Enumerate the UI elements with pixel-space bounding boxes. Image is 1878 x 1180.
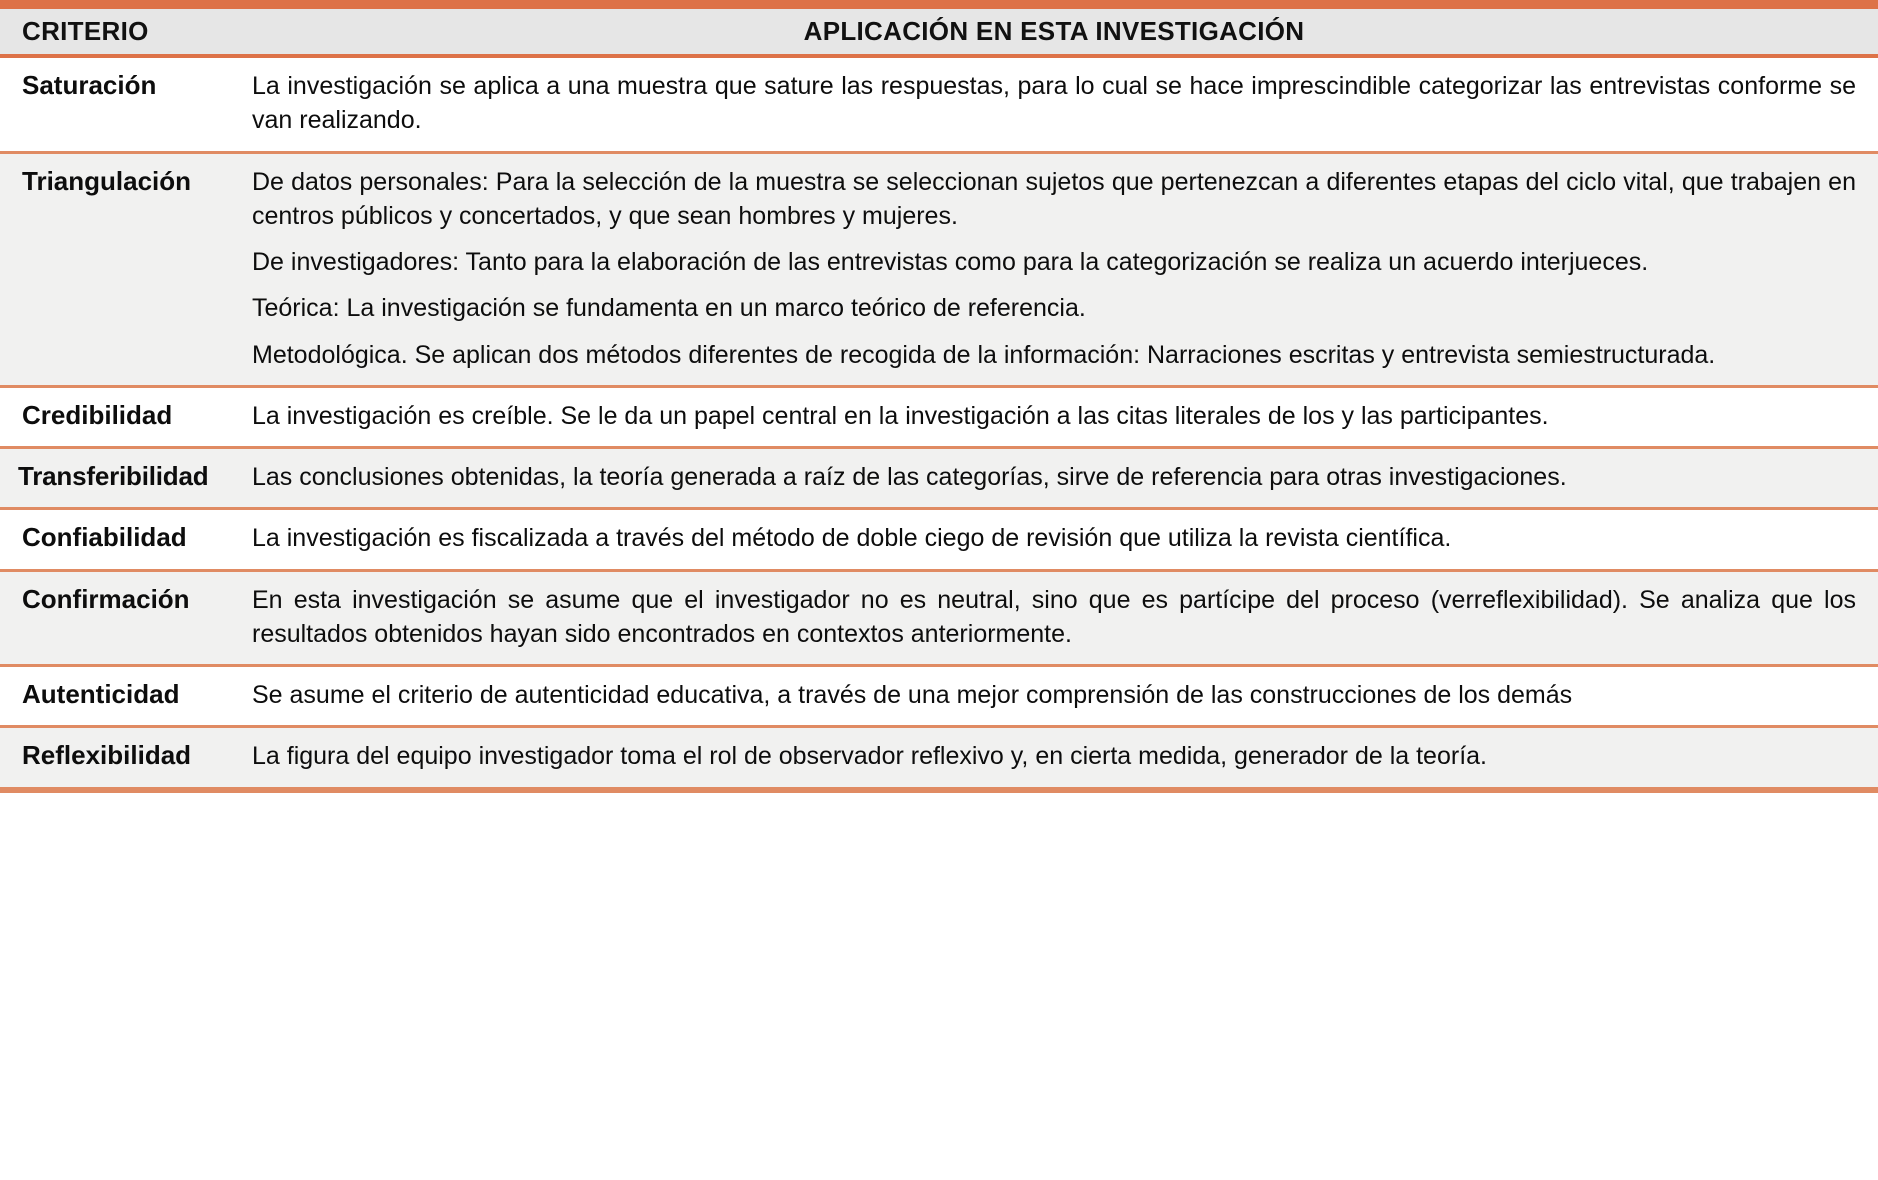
table-header-row <box>0 9 1878 58</box>
description-paragraph: La investigación es creíble. Se le da un papel central en la investigación a las citas literales de los y las participantes. <box>252 401 1549 430</box>
description-paragraph: En esta investigación se asume que el investigador no es neutral, sino que es partícipe del proceso (verreflexibilidad). Se analiza que los resultados obtenidos hayan sido encontrados en contextos anteriormente. <box>252 585 1856 648</box>
row-criterio-label: Credibilidad <box>22 399 173 430</box>
row-criterio-label: Saturación <box>22 70 157 100</box>
row-description <box>252 521 1878 555</box>
column-header-criterio: CRITERIO <box>22 16 149 46</box>
description-paragraph: De datos personales: Para la selección de la muestra se seleccionan sujetos que pertenezcan a diferentes etapas del ciclo vital, que trabajen en centros públicos y concertados, y que sean hombres y mujeres. <box>252 167 1856 230</box>
row-criterio-label: Reflexibilidad <box>22 740 192 771</box>
row-criterio-label: Transferibilidad <box>18 461 209 491</box>
description-paragraph: Las conclusiones obtenidas, la teoría generada a raíz de las categorías, sirve de referencia para otras investigaciones. <box>252 463 1567 491</box>
row-description <box>252 460 1878 494</box>
row-description <box>252 678 1878 712</box>
table-row <box>0 728 1878 789</box>
table-row <box>0 388 1878 449</box>
table-row <box>0 154 1878 388</box>
description-paragraph: Se asume el criterio de autenticidad educativa, a través de una mejor comprensión de las construcciones de los demás <box>252 681 1573 709</box>
description-paragraph: La investigación se aplica a una muestra que sature las respuestas, para lo cual se hace imprescindible categorizar las entrevistas conforme se van realizando. <box>252 72 1856 135</box>
table-bottom-rule <box>0 790 1878 793</box>
description-paragraph: La investigación es fiscalizada a través del método de doble ciego de revisión que utiliza la revista científica. <box>252 524 1452 553</box>
description-paragraph: Metodológica. Se aplican dos métodos diferentes de recogida de la información: Narraciones escritas y entrevista semiestructurada. <box>252 340 1716 369</box>
table-row <box>0 58 1878 154</box>
table-top-rule <box>0 0 1878 9</box>
row-criterio-label: Confirmación <box>22 583 190 614</box>
table-row <box>0 572 1878 668</box>
row-description <box>252 583 1878 652</box>
column-header-aplicacion: APLICACIÓN EN ESTA INVESTIGACIÓN <box>803 16 1305 46</box>
description-paragraph: Teórica: La investigación se fundamenta en un marco teórico de referencia. <box>252 294 1086 323</box>
row-criterio-label: Confiabilidad <box>22 522 187 553</box>
table-row <box>0 510 1878 571</box>
row-description <box>252 69 1878 138</box>
description-paragraph: La figura del equipo investigador toma el rol de observador reflexivo y, en cierta medida, generador de la teoría. <box>252 742 1487 771</box>
table-row <box>0 667 1878 728</box>
description-paragraph: De investigadores: Tanto para la elaboración de las entrevistas como para la categorización se realiza un acuerdo interjueces. <box>252 248 1649 276</box>
table-body <box>0 58 1878 790</box>
row-description <box>252 739 1878 773</box>
row-description <box>252 165 1878 372</box>
row-description <box>252 399 1878 433</box>
table-row <box>0 449 1878 510</box>
row-criterio-label: Autenticidad <box>22 679 180 709</box>
row-criterio-label: Triangulación <box>22 165 192 196</box>
